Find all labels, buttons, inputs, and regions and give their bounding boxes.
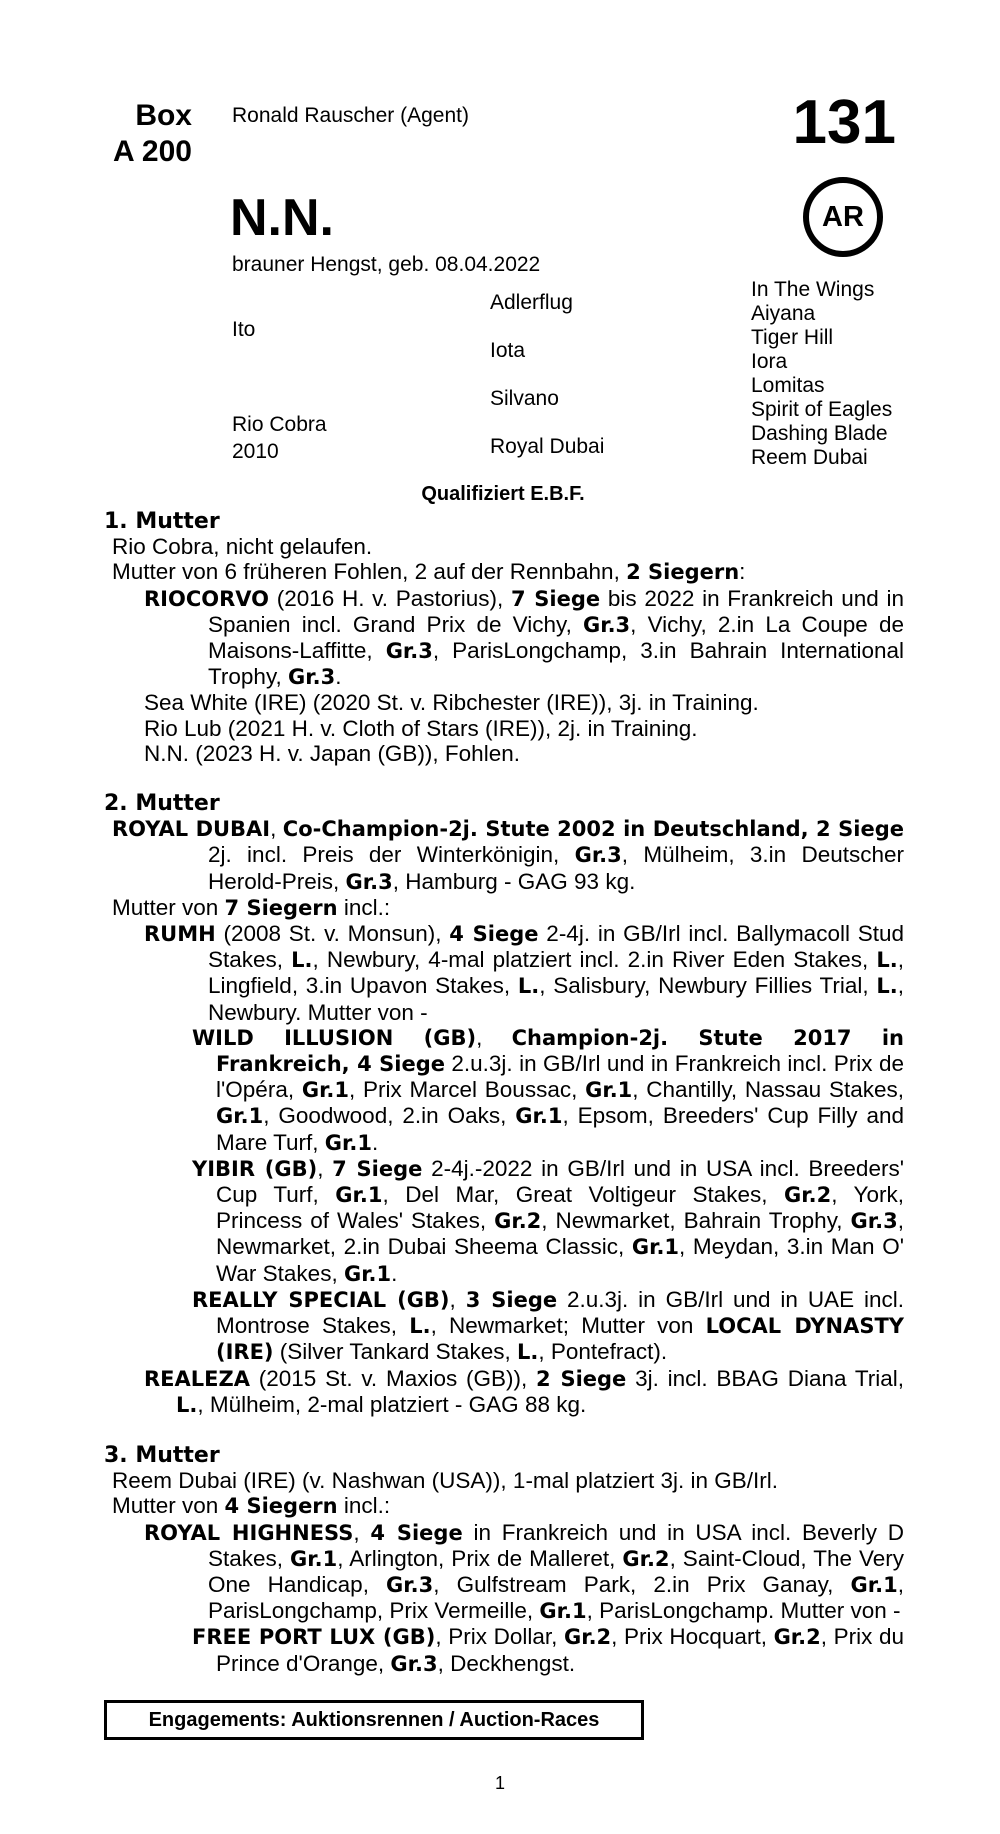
text: , Epsom, Breeders' Cup Filly and Mare Turf, xyxy=(216,1103,904,1155)
grade: Gr.2 xyxy=(622,1546,670,1571)
section-3-line-1: Reem Dubai (IRE) (v. Nashwan (USA)), 1-mal platziert 3j. in GB/Irl. xyxy=(112,1468,779,1494)
grade: Gr.1 xyxy=(515,1104,563,1129)
pedigree-sire: Ito xyxy=(232,318,256,341)
listed: L. xyxy=(876,948,898,973)
pedigree-gen3-4: Iora xyxy=(751,350,788,373)
text: , Arlington, Prix de Malleret, xyxy=(337,1545,623,1571)
grade: Gr.3 xyxy=(345,869,393,894)
text: , York, Princess of Wales' Stakes, xyxy=(216,1182,904,1234)
text: , Hamburg - GAG 93 kg. xyxy=(392,868,636,894)
entry-free-port-lux xyxy=(104,1624,904,1676)
text: in Frankreich und in USA incl. Beverly D Stakes, xyxy=(208,1519,905,1571)
text: 2.u.3j. in GB/Irl und in UAE incl. Montrose Stakes, xyxy=(216,1286,904,1339)
horse-name-bold: LOCAL DYNASTY (IRE) xyxy=(216,1314,904,1365)
box-label xyxy=(100,98,192,170)
entry-royal-dubai xyxy=(104,816,904,895)
engagements-text: Engagements: Auktionsrennen / Auction-Races xyxy=(148,1708,600,1731)
text: (Silver Tankard Stakes, xyxy=(273,1339,517,1365)
winners-count: 7 Siegern xyxy=(224,895,338,920)
grade: Gr.1 xyxy=(335,1183,383,1208)
wins: 3 Siege xyxy=(465,1287,558,1312)
text: incl.: xyxy=(337,1493,391,1519)
section-2-heading: 2. Mutter xyxy=(104,791,220,817)
text: , Lingfield, 3.in Upavon Stakes, xyxy=(208,947,904,999)
pedigree-gen2-4: Royal Dubai xyxy=(490,435,605,458)
text: , ParisLongchamp, Prix Vermeille, xyxy=(208,1571,904,1624)
box-line-1: Box xyxy=(135,99,192,132)
text: , Meydan, 3.in Man O' War Stakes, xyxy=(216,1234,904,1286)
horse-name-bold: YIBIR (GB) xyxy=(192,1156,318,1181)
grade: Gr.2 xyxy=(563,1625,612,1650)
lot-number: 131 xyxy=(792,88,896,157)
listed: L. xyxy=(517,974,540,999)
text: , xyxy=(270,816,283,842)
text: , Pontefract). xyxy=(538,1339,668,1365)
grade: Gr.3 xyxy=(582,612,631,637)
text: , xyxy=(353,1519,371,1545)
grade: Gr.1 xyxy=(301,1078,350,1103)
pedigree-gen3-7: Dashing Blade xyxy=(751,422,888,445)
horse-name: N.N. xyxy=(230,189,334,247)
catalogue-body xyxy=(104,509,904,1677)
section-1-heading: 1. Mutter xyxy=(104,509,220,534)
grade: Gr.1 xyxy=(216,1104,264,1129)
text: 2j. incl. Preis der Winterkönigin, xyxy=(208,842,575,868)
text: , Newmarket; Mutter von xyxy=(430,1313,706,1339)
text: . xyxy=(371,1129,379,1155)
text: (2016 H. v. Pastorius), xyxy=(269,585,511,611)
agent-name: Ronald Rauscher (Agent) xyxy=(232,104,469,127)
grade: Gr.3 xyxy=(390,1651,438,1676)
ar-badge xyxy=(803,177,883,257)
pedigree-gen3-6: Spirit of Eagles xyxy=(751,398,893,421)
horse-name-bold: RUMH xyxy=(144,922,216,947)
text: (2015 St. v. Maxios (GB)), xyxy=(249,1365,537,1391)
wins: 4 Siege xyxy=(449,922,539,947)
grade: Gr.1 xyxy=(585,1078,633,1103)
section-3-mother-of xyxy=(104,1493,904,1519)
pedigree-gen3-8: Reem Dubai xyxy=(751,446,868,469)
pedigree-gen3-2: Aiyana xyxy=(751,302,816,325)
grade: Gr.1 xyxy=(631,1235,680,1260)
text: , Prix Hocquart, xyxy=(611,1624,774,1650)
text: , Salisbury, Newbury Fillies Trial, xyxy=(539,973,877,999)
text: , xyxy=(317,1155,333,1181)
grade: Gr.3 xyxy=(386,1572,434,1597)
grade: Gr.1 xyxy=(539,1599,587,1624)
pedigree-gen2-2: Iota xyxy=(490,339,526,362)
text: Mutter von xyxy=(112,1493,225,1519)
text: 2-4j.-2022 in GB/Irl und in USA incl. Breeders' Cup Turf, xyxy=(216,1155,904,1208)
text: , Saint-Cloud, The Very One Handicap, xyxy=(208,1545,905,1597)
entry-nn-2023: N.N. (2023 H. v. Japan (GB)), Fohlen. xyxy=(144,740,520,766)
pedigree-gen3-3: Tiger Hill xyxy=(751,326,834,349)
pedigree-gen3-1: In The Wings xyxy=(751,278,875,301)
grade: Gr.1 xyxy=(850,1572,898,1597)
text: , Mülheim, 3.in Deutscher Herold-Preis, xyxy=(208,842,905,894)
wins: 2 Siege xyxy=(536,1366,627,1391)
horse-name-bold: ROYAL DUBAI xyxy=(112,817,271,842)
grade: Gr.3 xyxy=(288,665,336,690)
text: , Gulfstream Park, 2.in Prix Ganay, xyxy=(433,1571,851,1597)
text: , Newmarket, 2.in Dubai Sheema Classic, xyxy=(216,1208,904,1260)
text: incl.: xyxy=(337,894,391,920)
horse-name-bold: ROYAL HIGHNESS xyxy=(144,1520,354,1545)
text: (2008 St. v. Monsun), xyxy=(215,921,450,947)
text: Mutter von xyxy=(112,894,225,920)
text: , Newbury, 4-mal platziert incl. 2.in River Eden Stakes, xyxy=(312,947,877,973)
engagements-box xyxy=(104,1700,644,1740)
listed: L. xyxy=(876,974,898,999)
entry-realeza xyxy=(104,1366,904,1418)
horse-name-bold: FREE PORT LUX (GB) xyxy=(192,1625,436,1650)
text: 2.u.3j. in GB/Irl und in Frankreich incl. Prix de l'Opéra, xyxy=(216,1051,904,1103)
listed: L. xyxy=(409,1314,431,1339)
winners-count: 2 Siegern xyxy=(626,560,740,585)
text: 3j. incl. BBAG Diana Trial, xyxy=(626,1365,905,1391)
section-1-line-1: Rio Cobra, nicht gelaufen. xyxy=(112,534,373,560)
wins: 4 Siege xyxy=(370,1520,463,1545)
grade: Gr.1 xyxy=(343,1261,392,1286)
entry-really-special xyxy=(104,1287,904,1366)
text: , ParisLongchamp, 3.in Bahrain International Trophy, xyxy=(208,638,904,690)
entry-yibir xyxy=(104,1156,904,1287)
horse-name-bold: REALEZA xyxy=(144,1366,250,1391)
text: Mutter von 6 früheren Fohlen, 2 auf der Rennbahn, xyxy=(112,559,627,585)
pedigree-dam: Rio Cobra xyxy=(232,413,327,436)
box-line-2: A 200 xyxy=(113,135,192,168)
text: , xyxy=(449,1286,466,1312)
listed: L. xyxy=(516,1340,539,1365)
qualification xyxy=(0,483,1000,506)
pedigree-gen3-5: Lomitas xyxy=(751,374,825,397)
text: , Mülheim, 2-mal platziert - GAG 88 kg. xyxy=(197,1391,587,1417)
text: 2-4j. in GB/Irl incl. Ballymacoll Stud Stakes, xyxy=(208,921,905,973)
section-3-heading: 3. Mutter xyxy=(104,1442,220,1468)
text: . xyxy=(391,1260,398,1286)
section-2-mother-of xyxy=(104,895,904,921)
entry-rio-lub: Rio Lub (2021 H. v. Cloth of Stars (IRE)), 2j. in Training. xyxy=(144,715,698,741)
winners-count: 4 Siegern xyxy=(224,1494,338,1519)
text: : xyxy=(739,559,746,585)
text: , Prix Marcel Boussac, xyxy=(349,1077,586,1103)
text: , Del Mar, Great Voltigeur Stakes, xyxy=(382,1182,785,1208)
entry-rumh xyxy=(104,921,904,1025)
title: Co-Champion-2j. Stute 2002 in Deutschland, 2 Siege xyxy=(282,817,904,842)
text: , Chantilly, Nassau Stakes, xyxy=(632,1077,904,1103)
pedigree-dam-year: 2010 xyxy=(232,440,279,463)
text: , Deckhengst. xyxy=(437,1650,576,1676)
ar-badge-label: AR xyxy=(822,200,864,233)
text: , Prix Dollar, xyxy=(435,1624,564,1650)
horse-name-bold: RIOCORVO xyxy=(144,586,270,611)
grade: Gr.1 xyxy=(324,1130,372,1155)
text: , Newbury. Mutter von - xyxy=(208,973,905,1025)
text: , Prix du Prince d'Orange, xyxy=(216,1624,905,1676)
wins: 7 Siege xyxy=(332,1156,423,1181)
text: , ParisLongchamp. Mutter von - xyxy=(586,1598,901,1624)
text: , Vichy, 2.in La Coupe de Maisons-Laffitte, xyxy=(208,611,904,664)
text: . xyxy=(335,664,342,690)
grade: Gr.2 xyxy=(784,1183,832,1208)
text: , xyxy=(476,1024,512,1050)
listed: L. xyxy=(176,1392,198,1417)
text: , Newmarket, Bahrain Trophy, xyxy=(541,1208,851,1234)
section-1-line-2 xyxy=(104,559,904,585)
listed: L. xyxy=(291,948,313,973)
grade: Gr.2 xyxy=(773,1625,821,1650)
entry-royal-highness xyxy=(104,1520,904,1625)
pedigree-gen2-3: Silvano xyxy=(490,387,559,410)
grade: Gr.1 xyxy=(290,1546,338,1571)
entry-riocorvo xyxy=(104,586,904,691)
qualification-text: Qualifiziert E.B.F. xyxy=(421,483,585,505)
page-number: 1 xyxy=(494,1773,505,1793)
entry-wild-illusion xyxy=(104,1025,904,1156)
grade: Gr.3 xyxy=(385,639,433,664)
pedigree-gen3 xyxy=(751,278,892,470)
grade: Gr.2 xyxy=(494,1209,542,1234)
pedigree-gen2-1: Adlerflug xyxy=(490,291,573,314)
horse-name-bold: WILD ILLUSION (GB) xyxy=(192,1025,477,1050)
horse-description: brauner Hengst, geb. 08.04.2022 xyxy=(232,253,541,276)
grade: Gr.3 xyxy=(574,843,622,868)
horse-name-bold: REALLY SPECIAL (GB) xyxy=(192,1287,450,1312)
entry-sea-white: Sea White (IRE) (2020 St. v. Ribchester (IRE)), 3j. in Training. xyxy=(144,690,759,716)
text: , Goodwood, 2.in Oaks, xyxy=(263,1103,516,1129)
grade: Gr.3 xyxy=(850,1209,898,1234)
title: Champion-2j. Stute 2017 in Frankreich, 4 Siege xyxy=(216,1025,904,1077)
wins: 7 Siege xyxy=(510,586,601,611)
text: bis 2022 in Frankreich und in Spanien incl. Grand Prix de Vichy, xyxy=(208,585,905,637)
